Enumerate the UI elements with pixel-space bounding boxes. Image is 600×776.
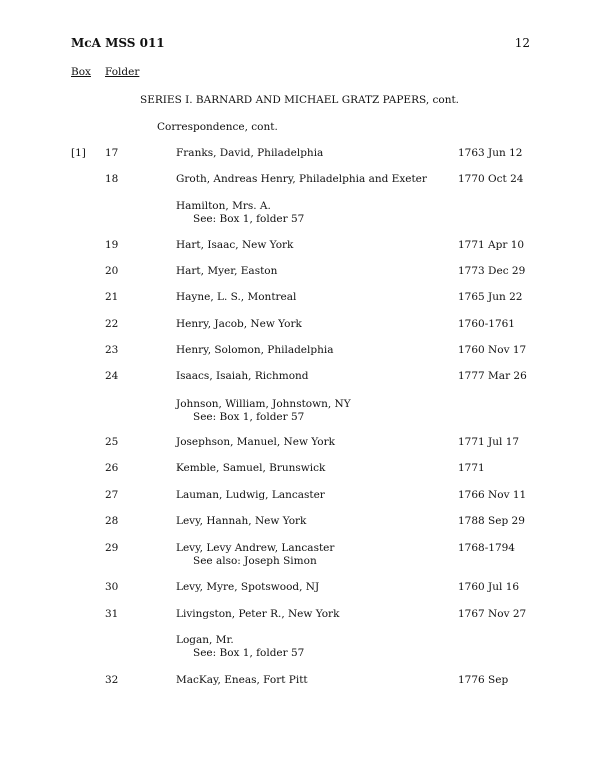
correspondent-name: Levy, Hannah, New York xyxy=(176,515,307,527)
correspondent-name: Johnson, William, Johnstown, NY xyxy=(176,398,351,410)
correspondent-name: Lauman, Ludwig, Lancaster xyxy=(176,489,325,501)
date-cell: 1767 Nov 27 xyxy=(458,608,527,620)
date-cell: 1763 Jun 12 xyxy=(458,147,523,159)
folder-column-header: Folder xyxy=(105,66,140,78)
date-cell: 1777 Mar 26 xyxy=(458,370,527,382)
folder-cell: 28 xyxy=(105,515,119,527)
page-number: 12 xyxy=(514,36,530,50)
correspondent-name: Logan, Mr. xyxy=(176,634,234,646)
folder-cell: 25 xyxy=(105,436,119,448)
correspondent-name: Isaacs, Isaiah, Richmond xyxy=(176,370,309,382)
subseries-title: Correspondence, cont. xyxy=(157,121,278,133)
correspondent-name: Hart, Isaac, New York xyxy=(176,239,294,251)
correspondent-name: Levy, Levy Andrew, Lancaster xyxy=(176,542,335,554)
cross-reference-note: See also: Joseph Simon xyxy=(193,555,317,567)
correspondent-name: Livingston, Peter R., New York xyxy=(176,608,340,620)
date-cell: 1760-1761 xyxy=(458,318,515,330)
folder-cell: 24 xyxy=(105,370,119,382)
cross-reference-note: See: Box 1, folder 57 xyxy=(193,213,305,225)
correspondent-name: Kemble, Samuel, Brunswick xyxy=(176,462,326,474)
date-cell: 1770 Oct 24 xyxy=(458,173,524,185)
folder-cell: 27 xyxy=(105,489,119,501)
box-cell: [1] xyxy=(71,147,86,159)
date-cell: 1760 Nov 17 xyxy=(458,344,527,356)
folder-cell: 26 xyxy=(105,462,119,474)
correspondent-name: Henry, Jacob, New York xyxy=(176,318,302,330)
folder-cell: 23 xyxy=(105,344,119,356)
date-cell: 1771 Jul 17 xyxy=(458,436,520,448)
date-cell: 1773 Dec 29 xyxy=(458,265,526,277)
folder-cell: 20 xyxy=(105,265,119,277)
date-cell: 1768-1794 xyxy=(458,542,515,554)
date-cell: 1760 Jul 16 xyxy=(458,581,520,593)
date-cell: 1788 Sep 29 xyxy=(458,515,525,527)
correspondent-name: Henry, Solomon, Philadelphia xyxy=(176,344,334,356)
date-cell: 1766 Nov 11 xyxy=(458,489,527,501)
date-cell: 1771 Apr 10 xyxy=(458,239,525,251)
correspondent-name: Hayne, L. S., Montreal xyxy=(176,291,297,303)
folder-cell: 17 xyxy=(105,147,119,159)
date-cell: 1765 Jun 22 xyxy=(458,291,523,303)
correspondent-name: Franks, David, Philadelphia xyxy=(176,147,324,159)
cross-reference-note: See: Box 1, folder 57 xyxy=(193,411,305,423)
correspondent-name: Groth, Andreas Henry, Philadelphia and Exeter xyxy=(176,173,427,185)
correspondent-name: MacKay, Eneas, Fort Pitt xyxy=(176,674,308,686)
correspondent-name: Josephson, Manuel, New York xyxy=(176,436,335,448)
correspondent-name: Hamilton, Mrs. A. xyxy=(176,200,271,212)
folder-cell: 18 xyxy=(105,173,119,185)
correspondent-name: Hart, Myer, Easton xyxy=(176,265,278,277)
folder-cell: 22 xyxy=(105,318,119,330)
folder-cell: 30 xyxy=(105,581,119,593)
series-title: SERIES I. BARNARD AND MICHAEL GRATZ PAPERS, cont. xyxy=(140,94,460,106)
date-cell: 1776 Sep xyxy=(458,674,509,686)
folder-cell: 19 xyxy=(105,239,119,251)
correspondent-name: Levy, Myre, Spotswood, NJ xyxy=(176,581,320,593)
folder-cell: 32 xyxy=(105,674,119,686)
folder-cell: 21 xyxy=(105,291,119,303)
folder-cell: 31 xyxy=(105,608,119,620)
box-column-header: Box xyxy=(71,66,91,78)
collection-id: McA MSS 011 xyxy=(71,36,165,50)
date-cell: 1771 xyxy=(458,462,485,474)
folder-cell: 29 xyxy=(105,542,119,554)
cross-reference-note: See: Box 1, folder 57 xyxy=(193,647,305,659)
